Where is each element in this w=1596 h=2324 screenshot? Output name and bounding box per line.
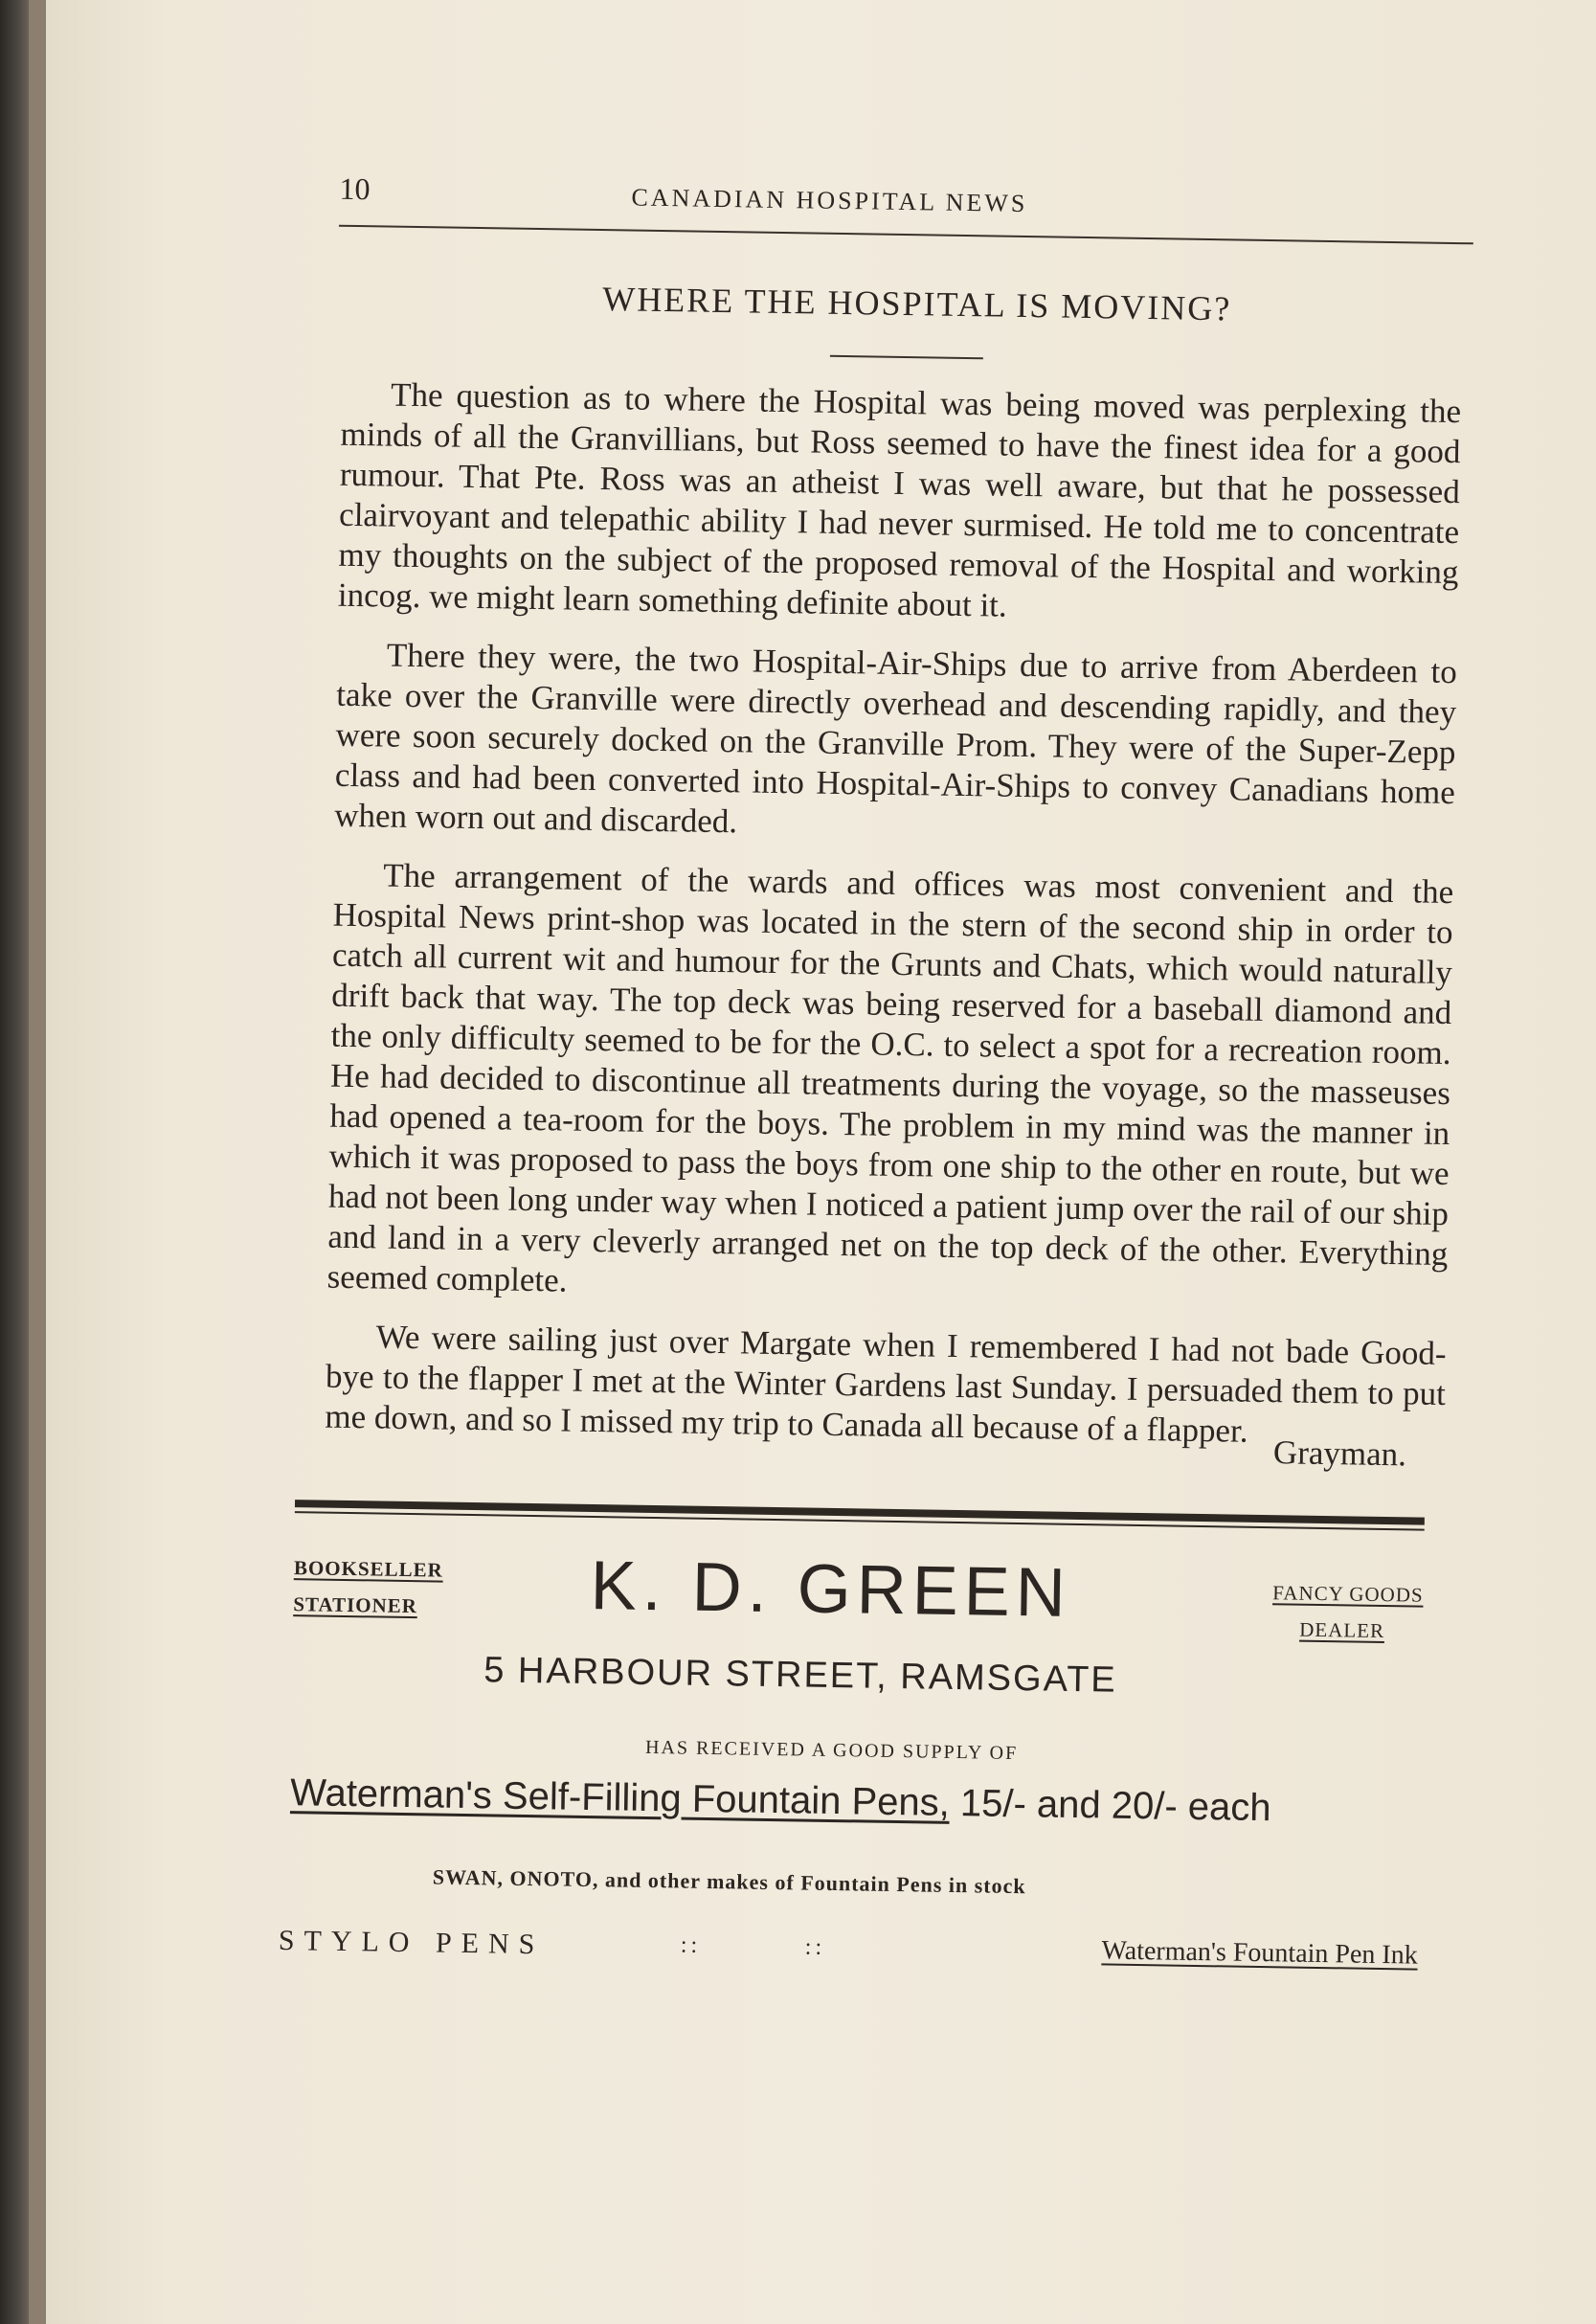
- page-number: 10: [339, 170, 371, 207]
- advertiser-address: 5 HARBOUR STREET, RAMSGATE: [483, 1650, 1118, 1701]
- article-paragraph: There they were, the two Hospital-Air-Ships due to arrive from Aberdeen to take over the Granville were directly overhead and descending rapidly, and they were soon securely docked on the Granville Prom. They were of the Super-Zepp class and had been converted into Hospital-Air-Ships to convey Canadians home when worn out and discarded.: [333, 636, 1458, 841]
- article-paragraph: The question as to where the Hospital was being moved was perplexing the minds of all the Granvillians, but Ross seemed to have the finest idea for a good rumour. That Pte. Ross was an atheist I was well aware, but that he possessed clairvoyant and telepathic ability I had never surmised. He told me to concentrate my thoughts on the subject of the proposed removal of the Hospital and working incog. we might learn something definite about it.: [337, 375, 1462, 624]
- title-rule: [830, 355, 983, 360]
- ink-line: Waterman's Fountain Pen Ink: [1101, 1935, 1418, 1971]
- pen-prices: 15/- and 20/- each: [949, 1781, 1271, 1830]
- advertisement: [278, 1513, 1424, 1990]
- journal-title: CANADIAN HOSPITAL NEWS: [631, 183, 1028, 217]
- separator: ::: [804, 1934, 826, 1960]
- book-spine: [29, 0, 46, 2324]
- bookseller-label: BOOKSELLER: [293, 1556, 444, 1582]
- advertiser-name: K. D. GREEN: [590, 1547, 1072, 1632]
- page: [46, 0, 1596, 2324]
- ad-right-label: [1271, 1574, 1424, 1649]
- scan-edge: [0, 0, 29, 2324]
- received-line: HAS RECEIVED A GOOD SUPPLY OF: [644, 1736, 1019, 1765]
- running-head: [296, 163, 1474, 237]
- article-paragraph: The arrangement of the wards and offices was most convenient and the Hospital News print-shop was located in the stern of the second ship in order to catch all current wit and humour for the Grunts and Chats, which would naturally drift back that way. The top deck was being reserved for a baseball diamond and the only difficulty seemed to be for the O.C. to select a spot for a recreation room. He had decided to discontinue all treatments during the voyage, so the masseuses had opened a tea-room for the boys. The problem in my mind was the manner in which it was proposed to pass the boys from one ship to the other en route, but we had not been long under way when I noticed a patient jump over the rail of our ship and land in a very cleverly arranged net on the top deck of the other. Everything seemed complete.: [326, 856, 1454, 1299]
- dealer-label: DEALER: [1299, 1617, 1385, 1643]
- ad-left-label: [293, 1549, 443, 1624]
- fancy-goods-label: FANCY GOODS: [1272, 1581, 1424, 1607]
- page-content: [263, 163, 1473, 2288]
- author-signature: Grayman.: [1272, 1433, 1407, 1474]
- article-body: [325, 374, 1462, 1476]
- article-title: WHERE THE HOSPITAL IS MOVING?: [601, 280, 1232, 328]
- stationer-label: STATIONER: [293, 1592, 418, 1618]
- header-rule: [339, 225, 1473, 245]
- article-paragraph: We were sailing just over Margate when I remembered I had not bade Good-bye to the flapper I met at the Winter Gardens last Sunday. I persuaded them to put me down, and so I missed my trip to Canada all because of a flapper.: [325, 1318, 1447, 1450]
- pens-line: [290, 1771, 1271, 1830]
- makes-line: SWAN, ONOTO, and other makes of Fountain Pens in stock: [432, 1864, 1026, 1899]
- pen-name: Waterman's Self-Filling Fountain Pens,: [289, 1771, 951, 1824]
- stylo-pens: STYLO PENS: [278, 1924, 545, 1961]
- separator: ::: [680, 1932, 702, 1958]
